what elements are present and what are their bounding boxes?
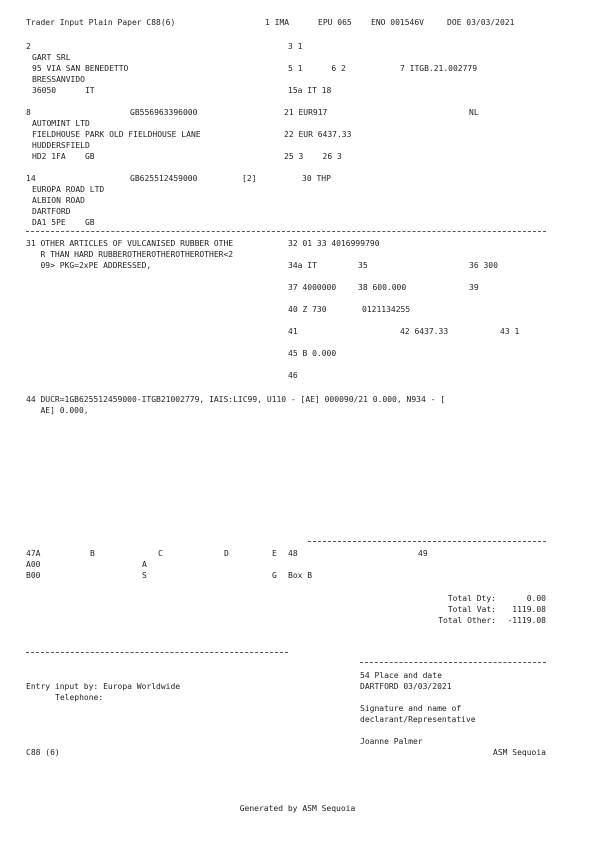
date-of-entry: DOE 03/03/2021 — [447, 18, 515, 27]
box43-valuation-method: 43 1 — [500, 327, 520, 336]
total-vat-value: 1119.08 — [512, 605, 546, 614]
goods-description-line1: 31 OTHER ARTICLES OF VULCANISED RUBBER OTHE — [26, 239, 234, 248]
consignor-city: BRESSANVIDO — [32, 75, 85, 84]
consignor-postcode-country: 36050 IT — [32, 86, 95, 95]
box47-row1-type: A00 — [26, 560, 41, 569]
representative-status: [2] — [242, 174, 257, 183]
box35-gross-mass: 35 — [358, 261, 368, 270]
entry-number: ENO 001546V — [371, 18, 424, 27]
generated-by-footer: Generated by ASM Sequoia — [239, 804, 356, 813]
box32-33-commodity-code: 32 01 33 4016999790 — [288, 239, 380, 248]
signatory-name: Joanne Palmer — [360, 737, 423, 746]
declarant-street: ALBION ROAD — [32, 196, 85, 205]
box36-preference: 36 300 — [469, 261, 498, 270]
box3-forms: 3 1 — [288, 42, 303, 51]
box21-nationality: NL — [469, 108, 479, 117]
box45-adjustment: 45 B 0.000 — [288, 349, 337, 358]
box49-warehouse: 49 — [418, 549, 428, 558]
place-and-date: DARTFORD 03/03/2021 — [360, 682, 452, 691]
box8-label: 8 — [26, 108, 31, 117]
box22-currency-amount: 22 EUR 6437.33 — [284, 130, 352, 139]
box47-row2-type: B00 — [26, 571, 41, 580]
total-duty-value: 0.00 — [526, 594, 546, 603]
box2-label: 2 — [26, 42, 31, 51]
box30-goods-location: 30 THP — [302, 174, 331, 183]
goods-description-line3: 09> PKG=2xPE ADDRESSED, — [26, 261, 152, 270]
box48-49-divider — [308, 541, 546, 542]
box47-col-d: D — [224, 549, 229, 558]
box47-col-b: B — [90, 549, 95, 558]
total-duty-label: Total Dty: — [447, 594, 496, 603]
signature-label-line2: declarant/Representative — [360, 715, 476, 724]
box38-net-mass: 38 600.000 — [358, 283, 407, 292]
consignor-street: 95 VIA SAN BENEDETTO — [32, 64, 129, 73]
box14-label: 14 — [26, 174, 36, 183]
box47-col-c: C — [158, 549, 163, 558]
box25-26-transport-mode: 25 3 26 3 — [284, 152, 342, 161]
box42-item-price: 42 6437.33 — [400, 327, 449, 336]
box1-declaration-type: 1 IMA — [265, 18, 290, 27]
box47-col-a: 47A — [26, 549, 41, 558]
box37-procedure: 37 4000000 — [288, 283, 337, 292]
box-b-label: Box B — [288, 571, 313, 580]
box7-reference: 7 ITGB.21.002779 — [400, 64, 478, 73]
box47-row2-col-e: G — [272, 571, 277, 580]
entry-divider — [26, 652, 288, 653]
declarant-postcode-country: DA1 5PE GB — [32, 218, 95, 227]
box15a-dispatch-country: 15a IT 18 — [288, 86, 332, 95]
form-title: Trader Input Plain Paper C88(6) — [26, 18, 176, 27]
box47-col-e: E — [272, 549, 277, 558]
box41-supplementary-units: 41 — [288, 327, 298, 336]
epu-number: EPU 065 — [318, 18, 352, 27]
consignor-name: GART SRL — [32, 53, 71, 62]
section-divider — [26, 231, 546, 232]
total-vat-label: Total Vat: — [447, 605, 496, 614]
box5-6-items-packages: 5 1 6 2 — [288, 64, 346, 73]
telephone-label: Telephone: — [55, 693, 104, 702]
box54-divider — [360, 662, 546, 663]
declarant-name: EUROPA ROAD LTD — [32, 185, 105, 194]
importer-name: AUTOMINT LTD — [32, 119, 90, 128]
declarant-eori: GB625512459000 — [130, 174, 198, 183]
box48-deferred-payment: 48 — [288, 549, 298, 558]
importer-city: HUDDERSFIELD — [32, 141, 90, 150]
box47-row2-col-c: S — [142, 571, 147, 580]
box39-quota: 39 — [469, 283, 479, 292]
box44-additional-info-line2: AE] 0.000, — [26, 406, 89, 415]
importer-postcode-country: HD2 1FA GB — [32, 152, 95, 161]
box47-row1-col-c: A — [142, 560, 147, 569]
box44-additional-info-line1: 44 DUCR=1GB625512459000-ITGB21002779, IAIS:LIC99, U110 - [AE] 000090/21 0.000, N934 - [ — [26, 395, 446, 404]
declarant-city: DARTFORD — [32, 207, 71, 216]
entry-input-by: Entry input by: Europa Worldwide — [26, 682, 181, 691]
box54-label: 54 Place and date — [360, 671, 442, 680]
box40-document-reference: 0121134255 — [362, 305, 411, 314]
box40-previous-document: 40 Z 730 — [288, 305, 327, 314]
box34a-origin: 34a IT — [288, 261, 317, 270]
goods-description-line2: R THAN HARD RUBBEROTHEROTHEROTHEROTHER<2 — [26, 250, 234, 259]
total-other-label: Total Other: — [438, 616, 496, 625]
total-other-value: -1119.08 — [507, 616, 546, 625]
vendor-name: ASM Sequoia — [493, 748, 546, 757]
signature-label-line1: Signature and name of — [360, 704, 462, 713]
importer-eori: GB556963396000 — [130, 108, 198, 117]
importer-street: FIELDHOUSE PARK OLD FIELDHOUSE LANE — [32, 130, 201, 139]
box21-transport: 21 EUR917 — [284, 108, 328, 117]
form-code: C88 (6) — [26, 748, 60, 757]
box46-statistical-value: 46 — [288, 371, 298, 380]
